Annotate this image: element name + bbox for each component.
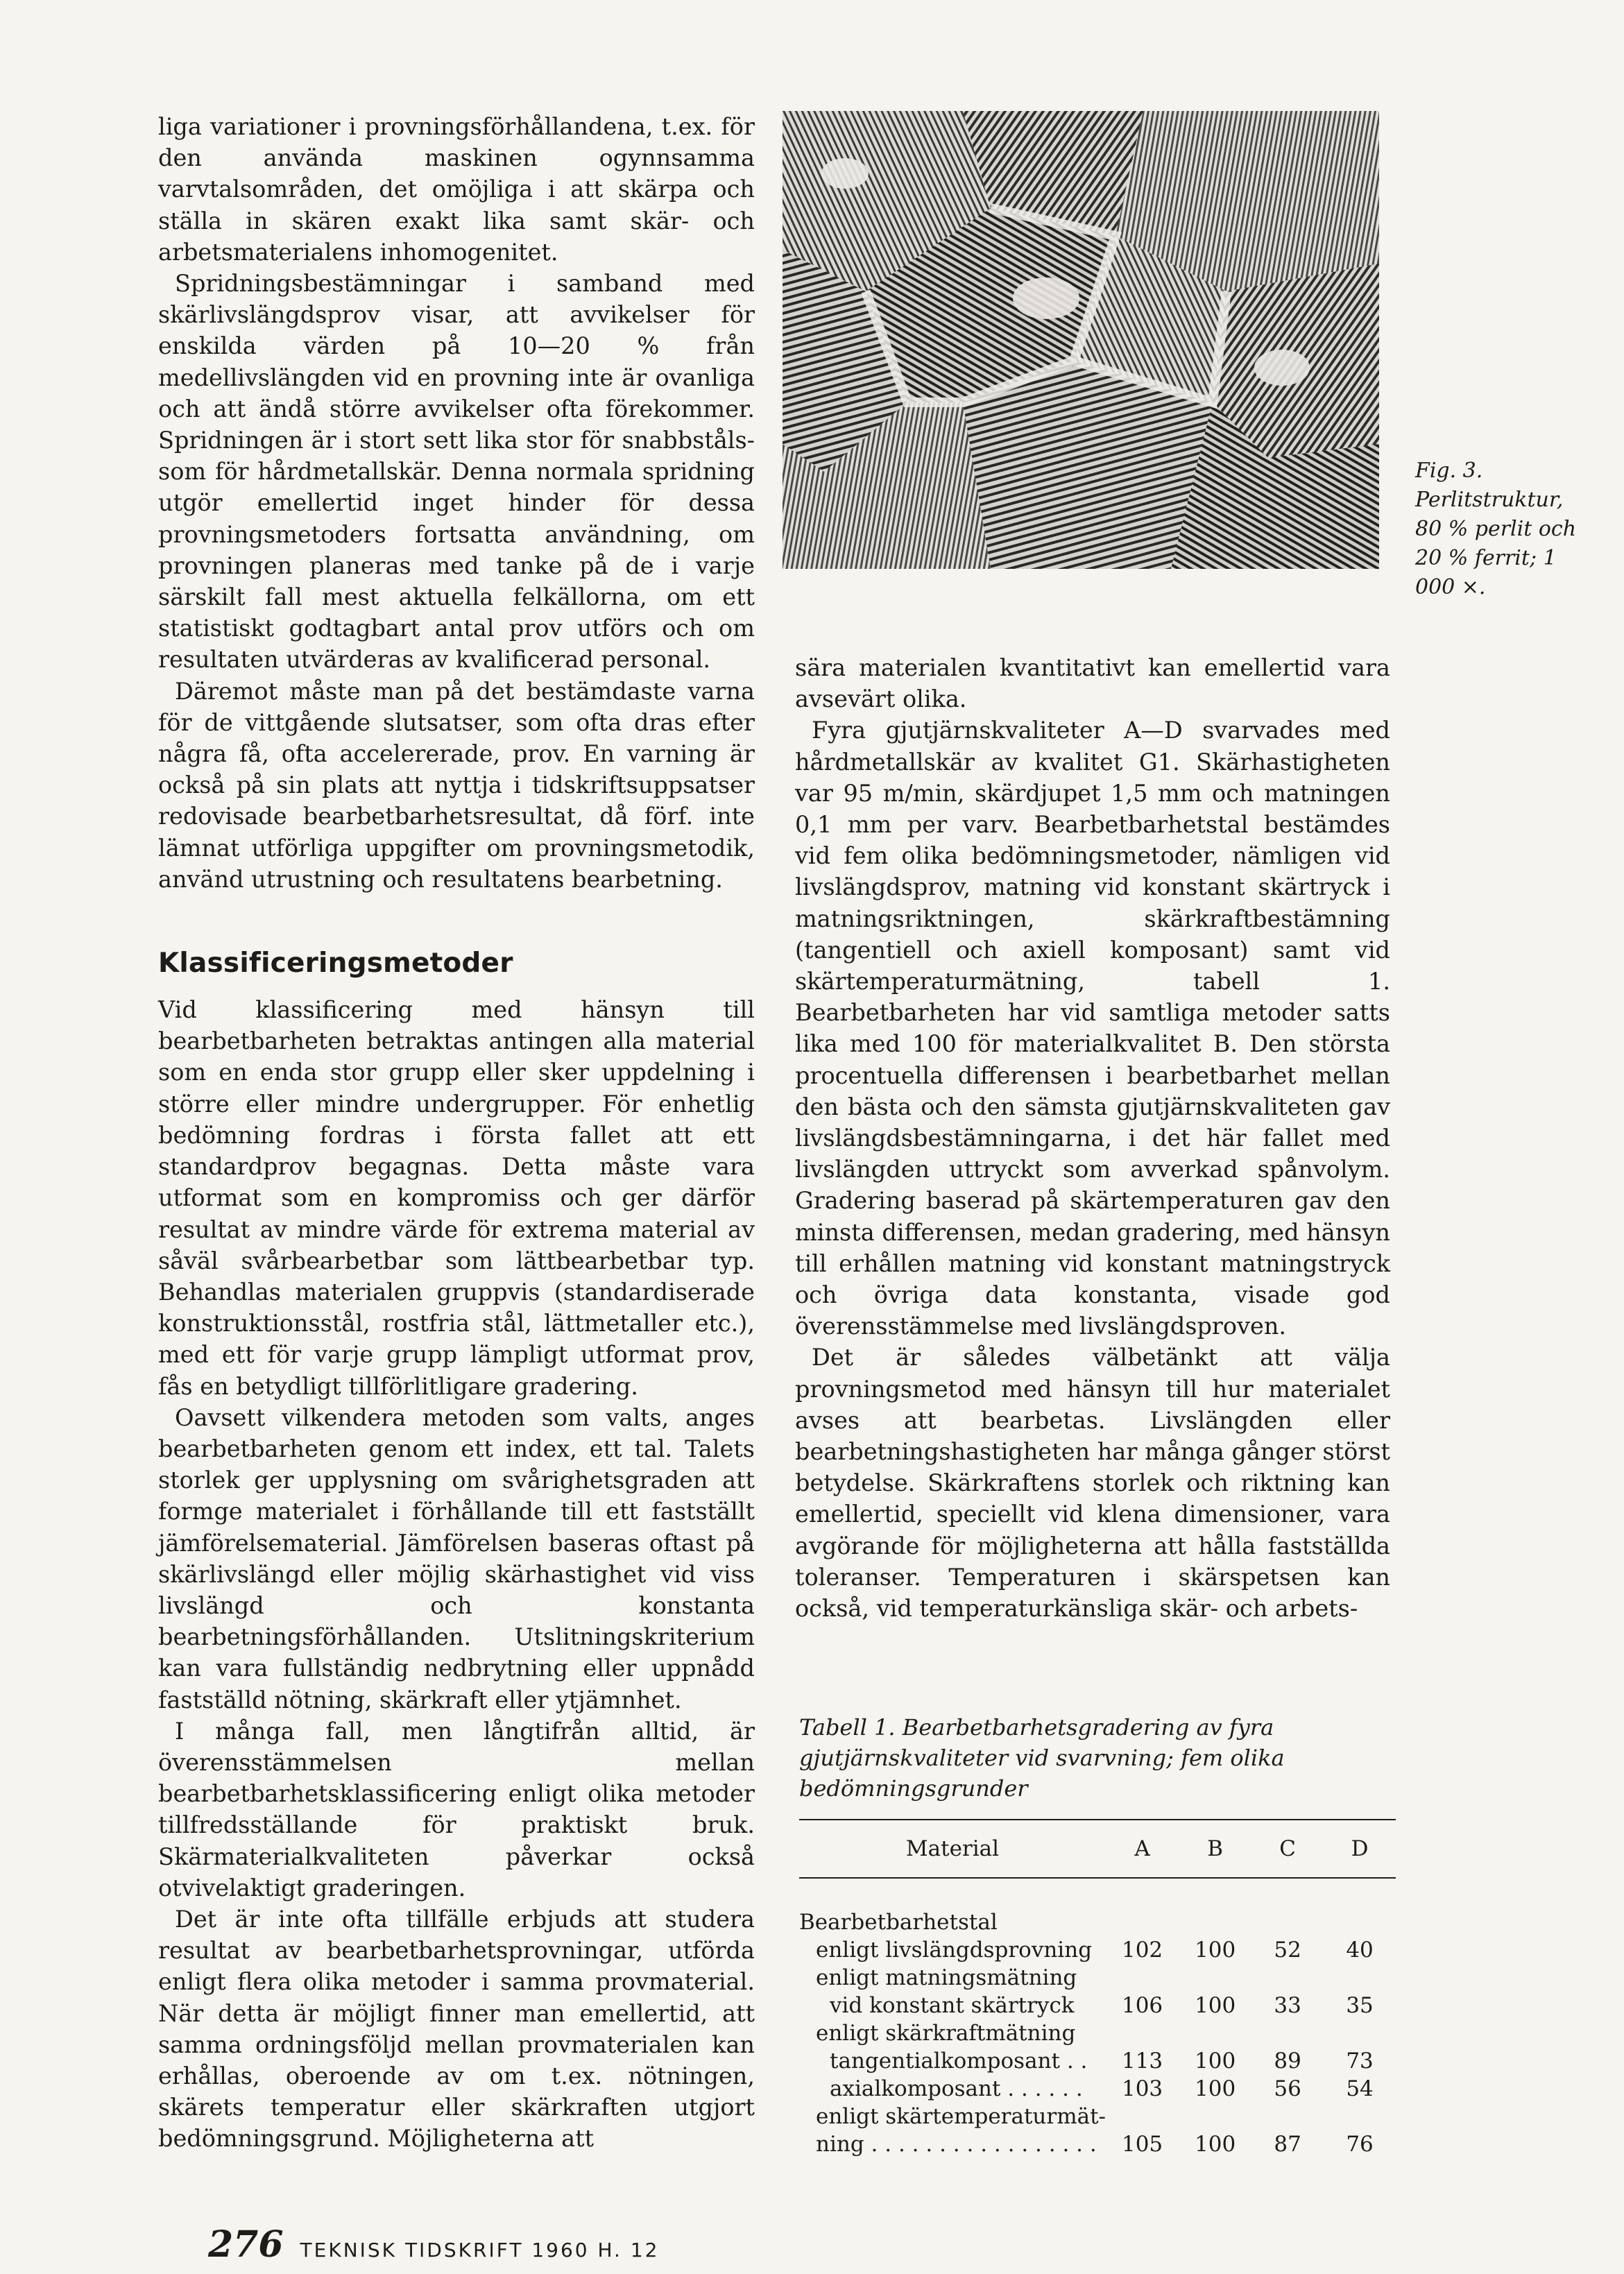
machinability-table <box>799 1819 1396 2158</box>
table-row <box>799 1964 1396 1992</box>
cell-value: 113 <box>1121 2049 1163 2074</box>
cell-value: 87 <box>1274 2132 1301 2157</box>
column-header-a: A <box>1106 1820 1179 1878</box>
table-row <box>799 1992 1396 2019</box>
cell-value: 73 <box>1346 2049 1374 2074</box>
section-heading: Klassificeringsmetoder <box>158 948 513 980</box>
table-row <box>799 1878 1396 1908</box>
page-footer <box>208 2223 659 2266</box>
cell-value: 100 <box>1195 1993 1236 2018</box>
row-label: vid konstant skärtryck <box>830 1993 1075 2018</box>
row-label: axialkomposant . . . . . . <box>830 2076 1083 2101</box>
cell-value: 105 <box>1121 2132 1163 2157</box>
column-header-b: B <box>1179 1820 1251 1878</box>
cell-value: 103 <box>1121 2076 1163 2101</box>
pearlite-structure-graphic <box>783 111 1379 569</box>
paragraph: Fyra gjutjärnskvaliteter A—D svarvades med hårdmetallskär av kvalitet G1. Skärhastigheten var 95 m/min, skärdjupet 1,5 mm och matningen 0,1 mm per varv. Bearbetbarhetstal bestämdes vid fem olika bedömningsmetoder, nämligen vid livslängdsprov, matning vid konstant skärtryck i matningsriktningen, skärkraftbestämning (tangentiell och axiell komposant) samt vid skärtemperaturmätning, tabell 1. Bearbetbarheten har vid samtliga metoder satts lika med 100 för materialkvalitet B. Den största procentuella differensen i bearbetbarhet mellan den bästa och den sämsta gjutjärnskvaliteten gav livslängdsbestämningarna, i det här fallet med livslängden uttryckt som avverkad spånvolym. Gradering baserad på skärtemperaturen gav den minsta differensen, medan gradering, med hänsyn till erhållen matning vid konstant matningstryck och övriga data konstanta, visade god överensstämmelse med livslängdsproven. <box>795 717 1390 1340</box>
paragraph: Spridningsbestämningar i samband med skärlivslängdsprov visar, att avvikelser för enskilda värden på 10—20 % från medellivslängden vid en provning inte är ovanliga och att ändå större avvikelser ofta förekommer. Spridningen är i stort sett lika stor för snabbståls- som för hårdmetallskär. Denna normala spridning utgör emellertid inget hinder för dessa provningsmetoders fortsatta användning, om provningen planeras med tanke på de i varje särskilt fall mest aktuella felkällorna, om ett statistiskt godtagbart antal prov utförs och om resultaten utvärderas av kvalificerad personal. <box>158 270 755 674</box>
table-row <box>799 2019 1396 2047</box>
paragraph: I många fall, men långtifrån alltid, är överensstämmelsen mellan bearbetbarhetsklassificering enligt olika metoder tillfredsställande för praktiskt bruk. Skärmaterialkvaliteten påverkar också otvivelaktigt graderingen. <box>158 1717 755 1901</box>
paragraph: Vid klassificering med hänsyn till bearbetbarheten betraktas antingen alla material som en enda stor grupp eller sker uppdelning i större eller mindre undergrupper. För enhetlig bedömning fordras i första fallet att ett standardprov begagnas. Detta måste vara utformat som en kompromiss och ger därför resultat av mindre värde för extrema material av såväl svårbearbetbar som lättbearbetbar typ. Behandlas materialen gruppvis (standardiserade konstruktionsstål, rostfria stål, lättmetaller etc.), med ett för varje grupp lämpligt utformat prov, fås en betydligt tillförlitligare gradering. <box>158 996 755 1400</box>
cell-value: 106 <box>1121 1993 1163 2018</box>
paragraph: sära materialen kvantitativt kan emellertid vara avsevärt olika. <box>795 654 1390 713</box>
table-caption: Tabell 1. Bearbetbarhetsgradering av fyra gjutjärnskvaliteter vid svarvning; fem olika bedömningsgrunder <box>799 1714 1285 1802</box>
cell-value: 89 <box>1274 2049 1301 2074</box>
cell-value: 35 <box>1346 1993 1374 2018</box>
group-label: Bearbetbarhetstal <box>799 1910 998 1935</box>
column-header-c: C <box>1251 1820 1324 1878</box>
cell-value: 54 <box>1346 2076 1374 2101</box>
table-row <box>799 1908 1396 1936</box>
row-label: tangentialkomposant . . <box>830 2049 1088 2074</box>
row-label: ning . . . . . . . . . . . . . . . . . <box>816 2132 1097 2157</box>
table-header-row <box>799 1820 1396 1878</box>
row-label: enligt skärtemperaturmät- <box>816 2104 1106 2129</box>
paragraph: Det är således välbetänkt att välja provningsmetod med hänsyn till hur materialet avses att bearbetas. Livslängden eller bearbetningshastigheten har många gånger störst betydelse. Skärkraftens storlek och riktning kan emellertid, speciellt vid klena dimensioner, vara avgörande för möjligheterna att hålla fastställda toleranser. Temperaturen i skärspetsen kan också, vid temperaturkänsliga skär- och arbets- <box>795 1344 1390 1623</box>
table-row <box>799 2047 1396 2075</box>
paragraph: Däremot måste man på det bestämdaste varna för de vittgående slutsatser, som ofta dras efter några få, ofta accelererade, prov. En varning är också på sin plats att nyttja i tidskriftsuppsatser redovisade bearbetbarhetsresultat, då förf. inte lämnat utförliga uppgifter om provningsmetodik, använd utrustning och resultatens bearbetning. <box>158 677 755 893</box>
page-number: 276 <box>208 2223 284 2266</box>
cell-value: 100 <box>1195 2132 1236 2157</box>
table-row <box>799 1936 1396 1964</box>
cell-value: 100 <box>1195 2049 1236 2074</box>
cell-value: 100 <box>1195 1938 1236 1963</box>
cell-value: 40 <box>1346 1938 1374 1963</box>
cell-value: 102 <box>1121 1938 1163 1963</box>
row-label: enligt skärkraftmätning <box>816 2021 1076 2046</box>
paragraph: Det är inte ofta tillfälle erbjuds att studera resultat av bearbetbarhetsprovningar, utförda enligt flera olika metoder i samma provmaterial. När detta är möjligt finner man emellertid, att samma ordningsföljd mellan provmaterialen kan erhållas, oberoende av om t.ex. nötningen, skärets temperatur eller skärkraften utgjort bedömningsgrund. Möjligheterna att <box>158 1905 755 2153</box>
cell-value: 33 <box>1274 1993 1301 2018</box>
cell-value: 56 <box>1274 2076 1301 2101</box>
cell-value: 76 <box>1346 2132 1374 2157</box>
paragraph: liga variationer i provningsförhållandena, t.ex. för den använda maskinen ogynnsamma varvtalsområden, det omöjliga i att skärpa och ställa in skären exakt lika samt skär- och arbetsmaterialens inhomogenitet. <box>158 113 755 266</box>
cell-value: 100 <box>1195 2076 1236 2101</box>
left-column <box>158 111 755 2155</box>
paragraph: Oavsett vilkendera metoden som valts, anges bearbetbarheten genom ett index, ett tal. Talets storlek ger upplysning om svårighetsgraden att formge materialet i förhållande till ett fastställt jämförelsematerial. Jämförelsen baseras oftast på skärlivslängd eller möjlig skärhastighet vid viss livslängd och konstanta bearbetningsförhållanden. Utslitningskriterium kan vara fullständig nedbrytning eller uppnådd fastställd nötning, skärkraft eller ytjämnhet. <box>158 1403 755 1713</box>
table-row <box>799 2075 1396 2103</box>
column-header-material: Material <box>799 1820 1106 1878</box>
journal-reference: TEKNISK TIDSKRIFT 1960 H. 12 <box>300 2239 660 2262</box>
figure-caption: Fig. 3. Perlitstruktur, 80 % perlit och 20 % ferrit; 1 000 ×. <box>1415 459 1577 599</box>
right-column <box>795 652 1390 1624</box>
cell-value: 52 <box>1274 1938 1301 1963</box>
table-row <box>799 2130 1396 2158</box>
row-label: enligt livslängdsprovning <box>816 1938 1093 1963</box>
table-row <box>799 2103 1396 2130</box>
column-header-d: D <box>1324 1820 1396 1878</box>
row-label: enligt matningsmätning <box>816 1965 1077 1990</box>
micrograph-image <box>783 111 1379 569</box>
